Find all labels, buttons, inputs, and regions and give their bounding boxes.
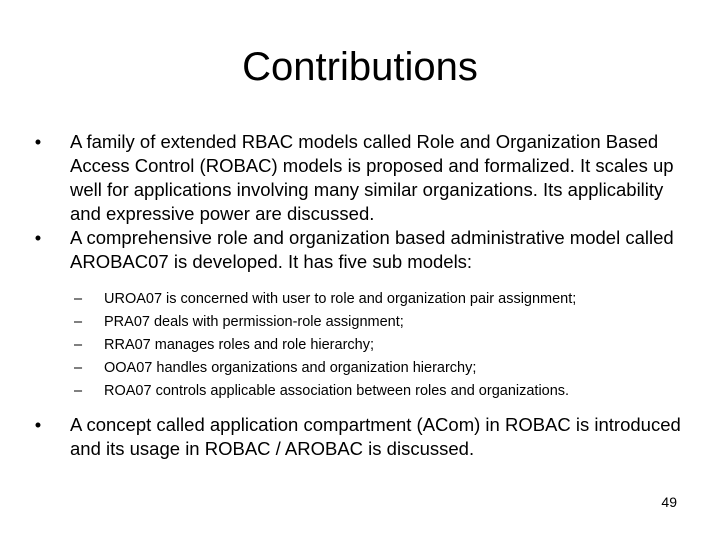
sub-bullet-text: ROA07 controls applicable association between roles and organizations. (104, 383, 570, 399)
sub-bullet-text: OOA07 handles organizations and organization hierarchy; (104, 360, 477, 376)
bullet-item (28, 130, 698, 226)
sub-bullet-text: RRA07 manages roles and role hierarchy; (104, 337, 374, 353)
sub-bullet-list (28, 288, 698, 403)
dash-marker: – (74, 383, 83, 399)
bullet-list (28, 130, 698, 274)
bullet-list (28, 413, 698, 461)
bullet-marker: • (34, 414, 42, 435)
sub-bullet-item (74, 311, 698, 334)
slide-content (28, 130, 698, 461)
dash-marker: – (74, 291, 83, 307)
sub-bullet-item (74, 380, 698, 403)
dash-marker: – (74, 360, 83, 376)
bullet-marker: • (34, 131, 42, 152)
slide-title: Contributions (242, 45, 478, 89)
bullet-text: A comprehensive role and organization based administrative model called AROBAC07 is developed. It has five sub models: (70, 227, 674, 272)
sub-bullet-item (74, 357, 698, 380)
bullet-text: A family of extended RBAC models called Role and Organization Based Access Control (ROBAC) models is proposed and formalized. It scales up well for applications involving many similar organizations. Its applicability and expressive power are discussed. (70, 131, 674, 224)
bullet-marker: • (34, 227, 42, 248)
dash-marker: – (74, 337, 83, 353)
dash-marker: – (74, 314, 83, 330)
sub-bullet-text: PRA07 deals with permission-role assignment; (104, 314, 404, 330)
bullet-item (28, 413, 698, 461)
bullet-item (28, 226, 698, 274)
bullet-text: A concept called application compartment (ACom) in ROBAC is introduced and its usage in ROBAC / AROBAC is discussed. (70, 414, 681, 459)
sub-bullet-text: UROA07 is concerned with user to role and organization pair assignment; (104, 291, 577, 307)
page-number: 49 (661, 494, 677, 510)
sub-bullet-item (74, 334, 698, 357)
sub-bullet-item (74, 288, 698, 311)
